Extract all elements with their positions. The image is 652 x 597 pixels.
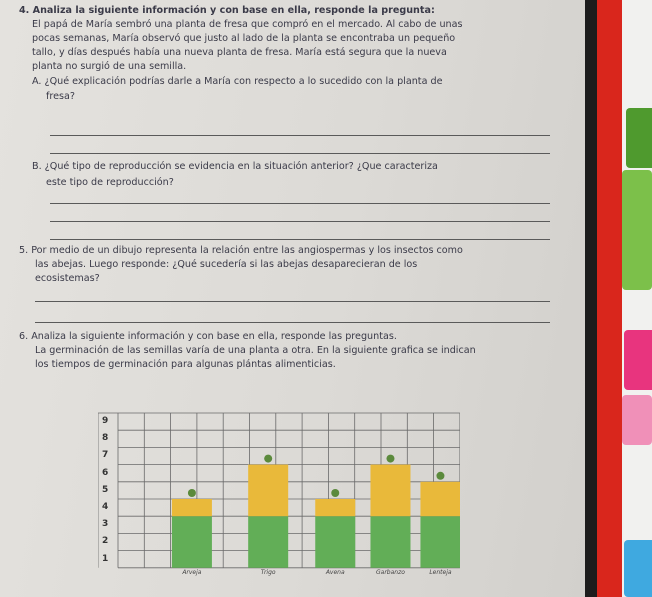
- bar-trigo-lower: [248, 516, 288, 568]
- answer-line: [50, 153, 550, 154]
- bar-garbanzo-upper: [370, 465, 410, 517]
- decoration-shape: [624, 330, 652, 390]
- decoration-shape: [626, 108, 652, 168]
- red-folder-edge: [597, 0, 622, 597]
- question-5-line-1: 5. Por medio de un dibujo representa la relación entre las angiospermas y los insectos como: [19, 245, 463, 256]
- answer-line: [50, 221, 550, 222]
- question-6-line-2: los tiempos de germinación para algunas plántas alimenticias.: [35, 359, 336, 370]
- germination-chart: [98, 408, 460, 578]
- bar-avena-upper: [315, 499, 355, 516]
- bar-lenteja-lower: [420, 516, 460, 568]
- sprout-icon: [331, 489, 339, 497]
- decoration-shape: [622, 170, 652, 290]
- y-tick-label: 7: [102, 450, 109, 461]
- bar-arveja-upper: [172, 499, 212, 516]
- q4b-question-line-1: B. ¿Qué tipo de reproducción se evidencia en la situación anterior? ¿Que caracteriza: [32, 161, 438, 172]
- q4-text-line-4: planta no surgió de una semilla.: [32, 61, 187, 72]
- bar-lenteja-upper: [420, 482, 460, 516]
- y-tick-label: 1: [102, 553, 109, 564]
- x-category-label: Garbanzo: [376, 568, 405, 576]
- binder-edge: [585, 0, 597, 597]
- y-tick-label: 5: [102, 484, 109, 495]
- y-tick-label: 8: [102, 433, 109, 444]
- q4b-question-line-2: este tipo de reproducción?: [46, 177, 174, 188]
- question-5-line-2: las abejas. Luego responde: ¿Qué sucedería si las abejas desaparecieran de los: [35, 259, 418, 270]
- sprout-icon: [264, 455, 272, 463]
- answer-line: [35, 301, 550, 302]
- q4-text-line-3: tallo, y días después había una nueva planta de fresa. María está segura que la nueva: [32, 47, 447, 58]
- bar-arveja-lower: [172, 516, 212, 568]
- bar-trigo-upper: [248, 465, 288, 517]
- question-6-title: 6. Analiza la siguiente información y con base en ella, responde las preguntas.: [19, 331, 397, 342]
- question-4-title: 4. Analiza la siguiente información y con base en ella, responde la pregunta:: [19, 5, 435, 16]
- bar-garbanzo-lower: [370, 516, 410, 568]
- q4-text-line-1: El papá de María sembró una planta de fresa que compró en el mercado. Al cabo de unas: [32, 19, 463, 30]
- y-tick-label: 6: [102, 467, 109, 478]
- sprout-icon: [188, 489, 196, 497]
- x-category-label: Arveja: [182, 568, 202, 576]
- x-category-label: Trigo: [260, 568, 276, 576]
- x-category-label: Avena: [325, 568, 345, 576]
- y-tick-label: 2: [102, 536, 109, 547]
- answer-line: [50, 239, 550, 240]
- q4-text-line-2: pocas semanas, María observó que justo al lado de la planta se encontraba un pequeño: [32, 33, 456, 44]
- answer-line: [50, 135, 550, 136]
- y-tick-label: 4: [102, 502, 109, 512]
- sprout-icon: [386, 455, 394, 463]
- background-page: [622, 0, 652, 597]
- decoration-shape: [624, 540, 652, 597]
- question-5-line-3: ecosistemas?: [35, 273, 100, 284]
- q4a-question-line-2: fresa?: [46, 91, 75, 102]
- bar-avena-lower: [315, 516, 355, 568]
- chart-plot: [98, 408, 460, 578]
- y-tick-label: 3: [102, 519, 109, 530]
- x-category-label: Lenteja: [429, 568, 452, 576]
- q4a-question-line-1: A. ¿Qué explicación podrías darle a María con respecto a lo sucedido con la planta de: [32, 76, 443, 87]
- y-tick-label: 9: [102, 416, 109, 426]
- question-6-line-1: La germinación de las semillas varía de una planta a otra. En la siguiente grafica se indican: [35, 345, 476, 356]
- decoration-shape: [622, 395, 652, 445]
- sprout-icon: [436, 472, 444, 480]
- answer-line: [35, 322, 550, 323]
- answer-line: [50, 203, 550, 204]
